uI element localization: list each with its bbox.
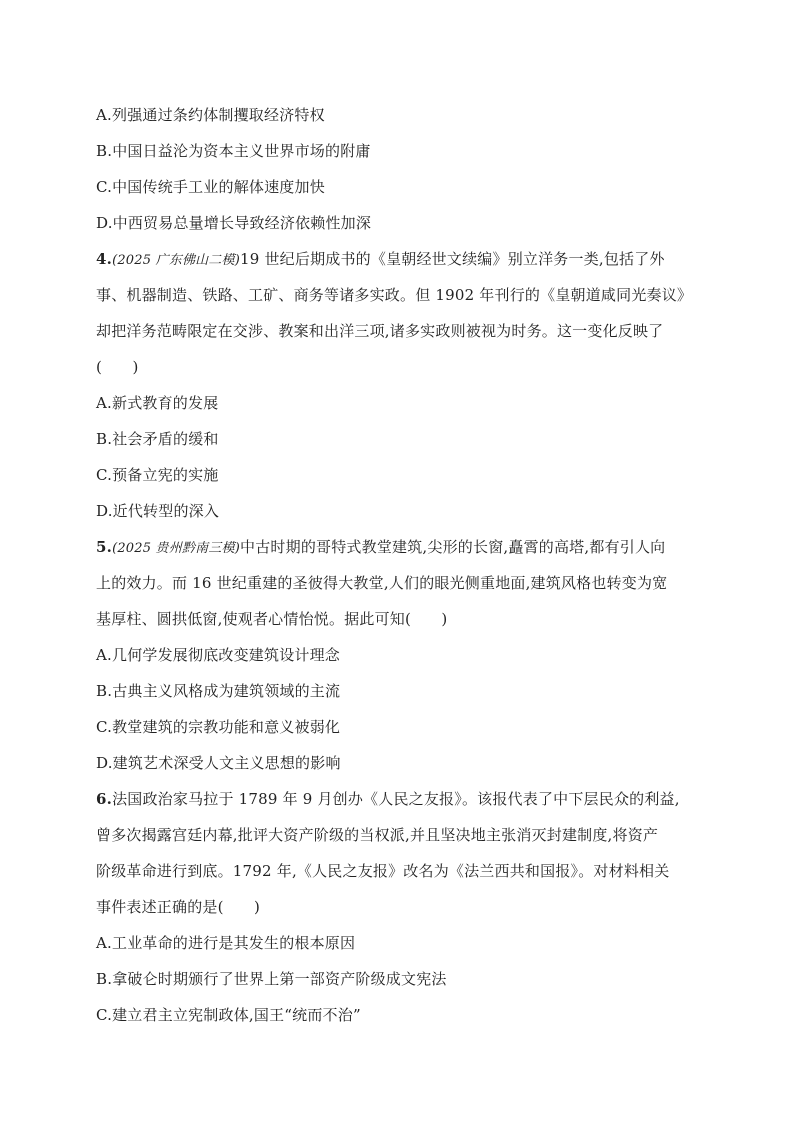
q6-text-1: 法国政治家马拉于 1789 年 9 月创办《人民之友报》。该报代表了中下层民众的利益,: [112, 790, 680, 808]
q3-option-b: B.中国日益沦为资本主义世界市场的附庸: [96, 142, 371, 160]
q5-text-1: 中古时期的哥特式教堂建筑,尖形的长窗,矗霄的高塔,都有引人向: [240, 538, 666, 556]
q3-option-c: C.中国传统手工业的解体速度加快: [96, 178, 325, 196]
q6-stem-line-3: 阶级革命进行到底。1792 年,《人民之友报》改名为《法兰西共和国报》。对材料相关: [96, 862, 670, 880]
q4-option-c: C.预备立宪的实施: [96, 466, 219, 484]
q6-option-a: A.工业革命的进行是其发生的根本原因: [96, 934, 356, 952]
q5-option-b: B.古典主义风格成为建筑领域的主流: [96, 682, 341, 700]
q3-option-d: D.中西贸易总量增长导致经济依赖性加深: [96, 214, 372, 232]
q4-source: (2025 广东佛山二模): [112, 253, 241, 268]
q6-option-c: C.建立君主立宪制政体,国王“统而不治”: [96, 1006, 361, 1024]
q4-stem-line-3: 却把洋务范畴限定在交涉、教案和出洋三项,诸多实政则被视为时务。这一变化反映了: [96, 322, 664, 340]
q6-stem-line-4: 事件表述正确的是( ): [96, 898, 261, 916]
q4-stem-line-1: [96, 249, 716, 271]
q5-option-c: C.教堂建筑的宗教功能和意义被弱化: [96, 718, 341, 736]
q4-option-a: A.新式教育的发展: [96, 394, 219, 412]
q4-option-d: D.近代转型的深入: [96, 502, 220, 520]
q6-number: 6.: [96, 790, 113, 808]
q5-source: (2025 贵州黔南三模): [112, 541, 241, 556]
q4-number: 4.: [96, 250, 113, 268]
q3-option-a: A.列强通过条约体制攫取经济特权: [96, 106, 325, 124]
q5-option-d: D.建筑艺术深受人文主义思想的影响: [96, 754, 341, 772]
q5-option-a: A.几何学发展彻底改变建筑设计理念: [96, 646, 341, 664]
q6-stem-line-2: 曾多次揭露宫廷内幕,批评大资产阶级的当权派,并且坚决地主张消灭封建制度,将资产: [96, 826, 659, 844]
q4-option-b: B.社会矛盾的缓和: [96, 430, 219, 448]
q5-stem-line-1: [96, 537, 716, 559]
q4-stem-line-2: 事、机器制造、铁路、工矿、商务等诸多实政。但 1902 年刊行的《皇朝道咸同光奏议》: [96, 286, 693, 304]
q4-text-1: 19 世纪后期成书的《皇朝经世文续编》别立洋务一类,包括了外: [240, 250, 665, 268]
q5-stem-line-2: 上的效力。而 16 世纪重建的圣彼得大教堂,人们的眼光侧重地面,建筑风格也转变为宽: [96, 574, 668, 592]
q6-stem-line-1: [96, 789, 716, 809]
q4-answer-blank: ( ): [96, 358, 139, 376]
q5-stem-line-3: 基厚柱、圆拱低窗,使观者心情怡悦。据此可知( ): [96, 610, 448, 628]
q6-option-b: B.拿破仑时期颁行了世界上第一部资产阶级成文宪法: [96, 970, 447, 988]
q5-number: 5.: [96, 538, 113, 556]
